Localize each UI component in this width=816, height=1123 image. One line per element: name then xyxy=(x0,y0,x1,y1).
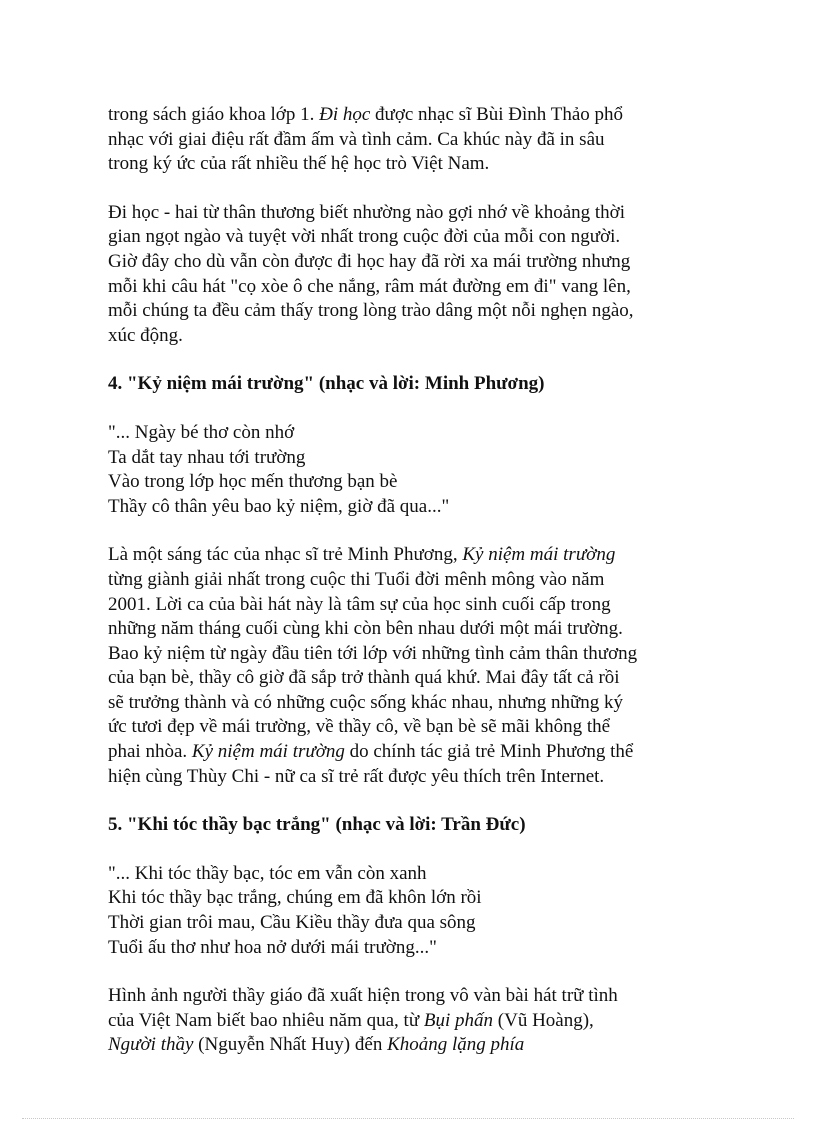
text-run: trong sách giáo khoa lớp 1. xyxy=(108,104,320,125)
lyrics-song-4 xyxy=(108,421,638,519)
song-title-nguoi-thay: Người thầy xyxy=(108,1034,194,1056)
song-title-khoang-lang-phia: Khoảng lặng phía xyxy=(387,1034,525,1056)
song-title-ky-niem-mai-truong: Kỷ niệm mái trường xyxy=(191,741,345,763)
lyrics-song-5 xyxy=(108,862,638,960)
text-run: được nhạc sĩ Bùi Đình Thảo phổ nhạc với giai điệu rất đầm ấm và tình cảm. Ca khúc này đã in sâu trong ký ức của rất nhiều thế hệ học trò Việt Nam. xyxy=(108,104,623,175)
lyric-line: "... Ngày bé thơ còn nhớ xyxy=(108,421,295,443)
text-run: do chính tác giả trẻ Minh Phương thể hiện cùng Thùy Chi - nữ ca sĩ trẻ rất được yêu thích trên Internet. xyxy=(108,741,634,787)
heading-song-4: 4. "Kỷ niệm mái trường" (nhạc và lời: Minh Phương) xyxy=(108,373,545,395)
lyric-line: Ta dắt tay nhau tới trường xyxy=(108,446,306,468)
document-body xyxy=(108,103,638,1082)
text-run: Là một sáng tác của nhạc sĩ trẻ Minh Phương, xyxy=(108,544,463,566)
page-bottom-divider xyxy=(22,1118,794,1119)
lyric-line: Tuổi ấu thơ như hoa nở dưới mái trường..." xyxy=(108,936,437,958)
paragraph-thay-giao xyxy=(108,984,638,1058)
text-run: (Nguyễn Nhất Huy) đến xyxy=(193,1034,388,1056)
lyric-line: Vào trong lớp học mến thương bạn bè xyxy=(108,471,398,493)
heading-song-5: 5. "Khi tóc thầy bạc trắng" (nhạc và lời: Trần Đức) xyxy=(108,814,526,836)
lyric-line: Thời gian trôi mau, Cầu Kiều thầy đưa qua sông xyxy=(108,912,476,934)
song-title-bui-phan: Bụi phấn xyxy=(423,1009,494,1031)
song-title-di-hoc: Đi học xyxy=(319,104,371,125)
lyric-line: Khi tóc thầy bạc trắng, chúng em đã khôn lớn rồi xyxy=(108,887,482,909)
text-run: (Vũ Hoàng), xyxy=(493,1009,594,1031)
text-run: từng giành giải nhất trong cuộc thi Tuổi đời mênh mông vào năm 2001. Lời ca của bài hát này là tâm sự của học sinh cuối cấp trong những năm tháng cuối cùng khi còn bên nhau dưới một mái trường. Bao kỷ niệm từ ngày đầu tiên tới lớp với những tình cảm thân thương của bạn bè, thầy cô giờ đã sắp trở thành quá khứ. Mai đây tất cả rồi sẽ trưởng thành và có những cuộc sống khác nhau, nhưng những ký ức tươi đẹp về mái trường, về thầy cô, về bạn bè sẽ mãi không thể phai nhòa. xyxy=(108,568,638,763)
paragraph-di-hoc-meaning: Đi học - hai từ thân thương biết nhường nào gợi nhớ về khoảng thời gian ngọt ngào và tuyệt vời nhất trong cuộc đời của mỗi con người. Giờ đây cho dù vẫn còn được đi học hay đã rời xa mái trường nhưng mỗi khi câu hát "cọ xòe ô che nắng, râm mát đường em đi" vang lên, mỗi chúng ta đều cảm thấy trong lòng trào dâng một nỗi nghẹn ngào, xúc động. xyxy=(108,201,634,346)
paragraph-di-hoc-intro xyxy=(108,103,638,177)
paragraph-ky-niem-mai-truong xyxy=(108,543,638,789)
lyric-line: "... Khi tóc thầy bạc, tóc em vẫn còn xanh xyxy=(108,862,427,884)
lyric-line: Thầy cô thân yêu bao kỷ niệm, giờ đã qua..." xyxy=(108,495,450,517)
song-title-ky-niem-mai-truong: Kỷ niệm mái trường xyxy=(462,544,616,566)
text-run: Hình ảnh người thầy giáo đã xuất hiện trong vô vàn bài hát trữ tình của Việt Nam biết bao nhiêu năm qua, từ xyxy=(108,985,618,1031)
